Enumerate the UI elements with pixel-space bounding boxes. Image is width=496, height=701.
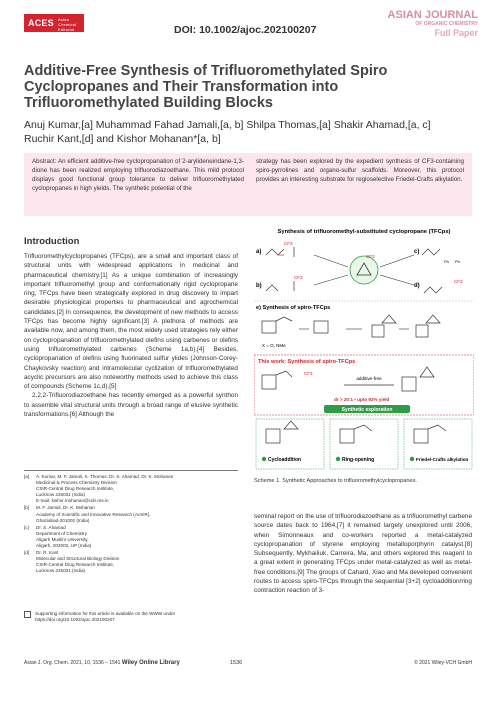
cycloaddition-label: Cycloaddition	[268, 457, 302, 463]
logo-main: ACES	[28, 18, 54, 28]
svg-text:CF3: CF3	[294, 275, 303, 280]
right-column-text: seminal report on the use of trifluorodiazoethane as a trifluoromethyl carbene source dates back to 1964,[7] it remained largely unexplored until 2006, when Simonneaux and co-workers reported a metal-catalyzed cyclopropanation of styrene employing metalloporphyrin catalyst.[8] Subsequently, Mykhailiuk, Carreira, Ma, and others explored this reagent to a great extent in generating TFCps under metal-catalyzed as well as metal-free conditions.[9] The groups of Cahard, Xiao and Ma developed convenient routes to access spiro-TFCps through the sequential [3+2] cycloaddition/ring contraction reaction of 3-	[254, 513, 472, 595]
footnote-entry	[24, 550, 238, 574]
scheme-this-work: This work: Synthesis of spiro-TFCps	[258, 359, 356, 365]
svg-text:Ph: Ph	[455, 259, 460, 264]
scheme-caption: Scheme 1. Synthetic Approaches to trifluoromethylcyclopropanes.	[254, 478, 417, 484]
footer-citation	[24, 660, 180, 666]
footnote-line: Dr. R. Kant	[36, 550, 59, 556]
ring-opening-label: Ring-opening	[342, 457, 375, 463]
footnote-body	[36, 525, 91, 549]
section-heading-introduction: Introduction	[24, 236, 80, 247]
author-list	[24, 118, 464, 146]
scheme-label-a: a)	[256, 249, 262, 255]
footnote-line: Ghaziabad-201002 (India)	[36, 517, 90, 523]
svg-text:CF3: CF3	[366, 254, 375, 259]
scheme-section-e: e) Synthesis of spiro-TFCps	[256, 305, 331, 311]
footnote-line: Aligarh Muslim University,	[36, 536, 89, 542]
selectivity-label: dr > 20:1 • upto 92% yield	[334, 397, 390, 402]
footnote-line: CSIR-Central Drug Research Institute,	[36, 486, 115, 492]
intro-paragraph-1: Trifluoromethylcyclopropanes (TFCps), are a small and important class of structural units with widespread applications in medicinal and pharmaceutical chemistry.[1] As a unique combination of increasingly important trifluoromethyl group and conformationally rigid cyclopropane ring, TFCps have been strategically explored in drug discovery to impart desirable physiological properties to pharmaceutical and agrochemical candidates.[2] In consequence, the development of new methods to access TFCps has become highly significant.[3] A plethora of methods are available now, and among them, the most widely used strategies rely either on cyclopropanation of trifluoromethylated olefins using carbenes or olefins using trifluoromethylated carbenes (Scheme 1a,b).[4] Besides, cyclopropanation of olefins using fluorinated sulfur ylides (Johnson-Corey-Chaykovsky reaction) and intramolecular cyclization of trifluoromethylated acyclic precursors are also noteworthy methods used to achieve this class of compounds (Scheme 1c,d).[5]	[24, 253, 238, 391]
authors-line-1: Anuj Kumar,[a] Muhammad Fahad Jamali,[a, b] Shilpa Thomas,[a] Shakir Ahamad,[a, c]	[24, 119, 431, 131]
footnote-line: Medicinal & Process Chemistry Division	[36, 480, 117, 486]
scheme-label-b: b)	[256, 283, 262, 289]
copyright-notice: © 2021 Wiley-VCH GmbH	[414, 660, 472, 666]
scheme-1-figure	[254, 225, 474, 473]
scheme-top-title: Synthesis of trifluoromethyl-substituted cyclopropane (TFCps)	[277, 229, 451, 235]
footnote-line: Department of Chemistry	[36, 530, 88, 536]
footnote-key: [b]	[24, 505, 30, 511]
footnote-body	[36, 550, 120, 574]
footnote-key: [d]	[24, 550, 30, 556]
journal-name: ASIAN JOURNAL	[387, 9, 478, 21]
svg-text:CF3: CF3	[454, 279, 463, 284]
footnote-line: CSIR-Central Drug Research Institute,	[36, 562, 115, 568]
synthetic-exploration-label: Synthetic exploration	[341, 407, 393, 413]
page-number: 1536	[230, 660, 243, 666]
scheme-label-d: d)	[414, 283, 420, 289]
scheme-e-structures	[262, 315, 440, 337]
affiliation-footnotes	[24, 474, 238, 576]
journal-subtitle: OF ORGANIC CHEMISTRY	[415, 21, 478, 27]
footnote-line: Lucknow 226031 (India)	[36, 492, 86, 498]
footnote-line: A. Kumar, M. F. Jamali, S. Thomas, Dr. S. Ahamad, Dr. K. Mohanan	[36, 474, 174, 479]
footnote-line: Molecular and Structural Biology Division	[36, 556, 120, 562]
supporting-info-icon	[24, 611, 31, 618]
abstract-left: Abstract: An efficient additive-free cyclopropanation of 2-arylideneindane-1,3-dione has been realized employing trifluorodiazoethane. This mild protocol displays good functional group tolerance to deliver trifluoromethylated cyclopropanes in high yields. The synthetic potential of the	[32, 158, 244, 192]
wiley-library-link[interactable]: Wiley Online Library	[121, 660, 180, 666]
footnote-key: [a]	[24, 474, 30, 479]
doi-label[interactable]: DOI: 10.1002/ajoc.202100207	[174, 24, 317, 36]
svg-text:Ph: Ph	[444, 259, 449, 264]
aces-logo	[24, 14, 84, 37]
footnote-divider	[24, 470, 238, 471]
footnote-body	[36, 505, 151, 523]
authors-line-2: Ruchir Kant,[d] and Kishor Mohanan*[a, b]	[24, 133, 221, 145]
footnote-line: Academy of Scientific and Innovative Research (AcSIR),	[36, 511, 151, 517]
scheme-label-c: c)	[414, 249, 420, 255]
cyclopropane-center	[350, 254, 378, 284]
footnote-entry	[24, 525, 238, 549]
logo-subtext: Asian Chemical Editorial Society	[58, 17, 77, 37]
supporting-info-note	[24, 611, 238, 623]
friedel-crafts-label: Friedel-Crafts alkylation	[416, 457, 469, 462]
footnote-line[interactable]: E-mail: kishor.mohanan@cdri.res.in	[36, 498, 109, 504]
scheme-x-label: X = O, NMe	[262, 343, 286, 348]
abstract-box	[24, 153, 472, 216]
abstract-right: strategy has been explored by the expedient synthesis of CF3-containing spiro-pyrrolines and organo-sulfur scaffolds. Moreover, this protocol provides an interesting substrate for regioselective Friedel-Crafts alkylation.	[256, 158, 464, 183]
footnote-line: Lucknow 226031 (India)	[36, 568, 86, 574]
introduction-text	[24, 252, 238, 419]
supporting-info-text[interactable]: Supporting information for this article is available on the WWW under https://doi.org/10.1002/ajoc.202100207	[35, 611, 176, 622]
svg-text:CF3: CF3	[284, 241, 293, 246]
footnote-entry	[24, 505, 238, 523]
scheme-olefins-right	[422, 249, 442, 293]
scheme-olefins-left	[266, 247, 294, 291]
additive-free-label: additive-free	[356, 376, 382, 381]
footnote-body	[36, 474, 173, 504]
intro-paragraph-2: 2,2,2-Trifluorodiazoethane has recently emerged as a powerful synthon to assemble vital structural units through a broad range of elusive synthetic transformations.[6] Although the	[24, 392, 238, 419]
footnote-entry	[24, 474, 238, 504]
article-title: Additive-Free Synthesis of Trifluoromethylated Spiro Cyclopropanes and Their Transformation into Trifluoromethylated Building Blocks	[24, 63, 388, 111]
paper-type-label: Full Paper	[434, 28, 478, 38]
footnote-line: Aligarh, 202002, UP (India)	[36, 543, 92, 549]
journal-reference: Asian J. Org. Chem. 2021, 10, 1536 – 1541	[24, 660, 121, 666]
footnote-line: Dr. S. Ahamad	[36, 524, 66, 530]
footnote-line: M. F. Jamali, Dr. K. Mohanan	[36, 505, 95, 511]
svg-text:CF3: CF3	[304, 371, 313, 376]
footnote-key: [c]	[24, 524, 29, 530]
